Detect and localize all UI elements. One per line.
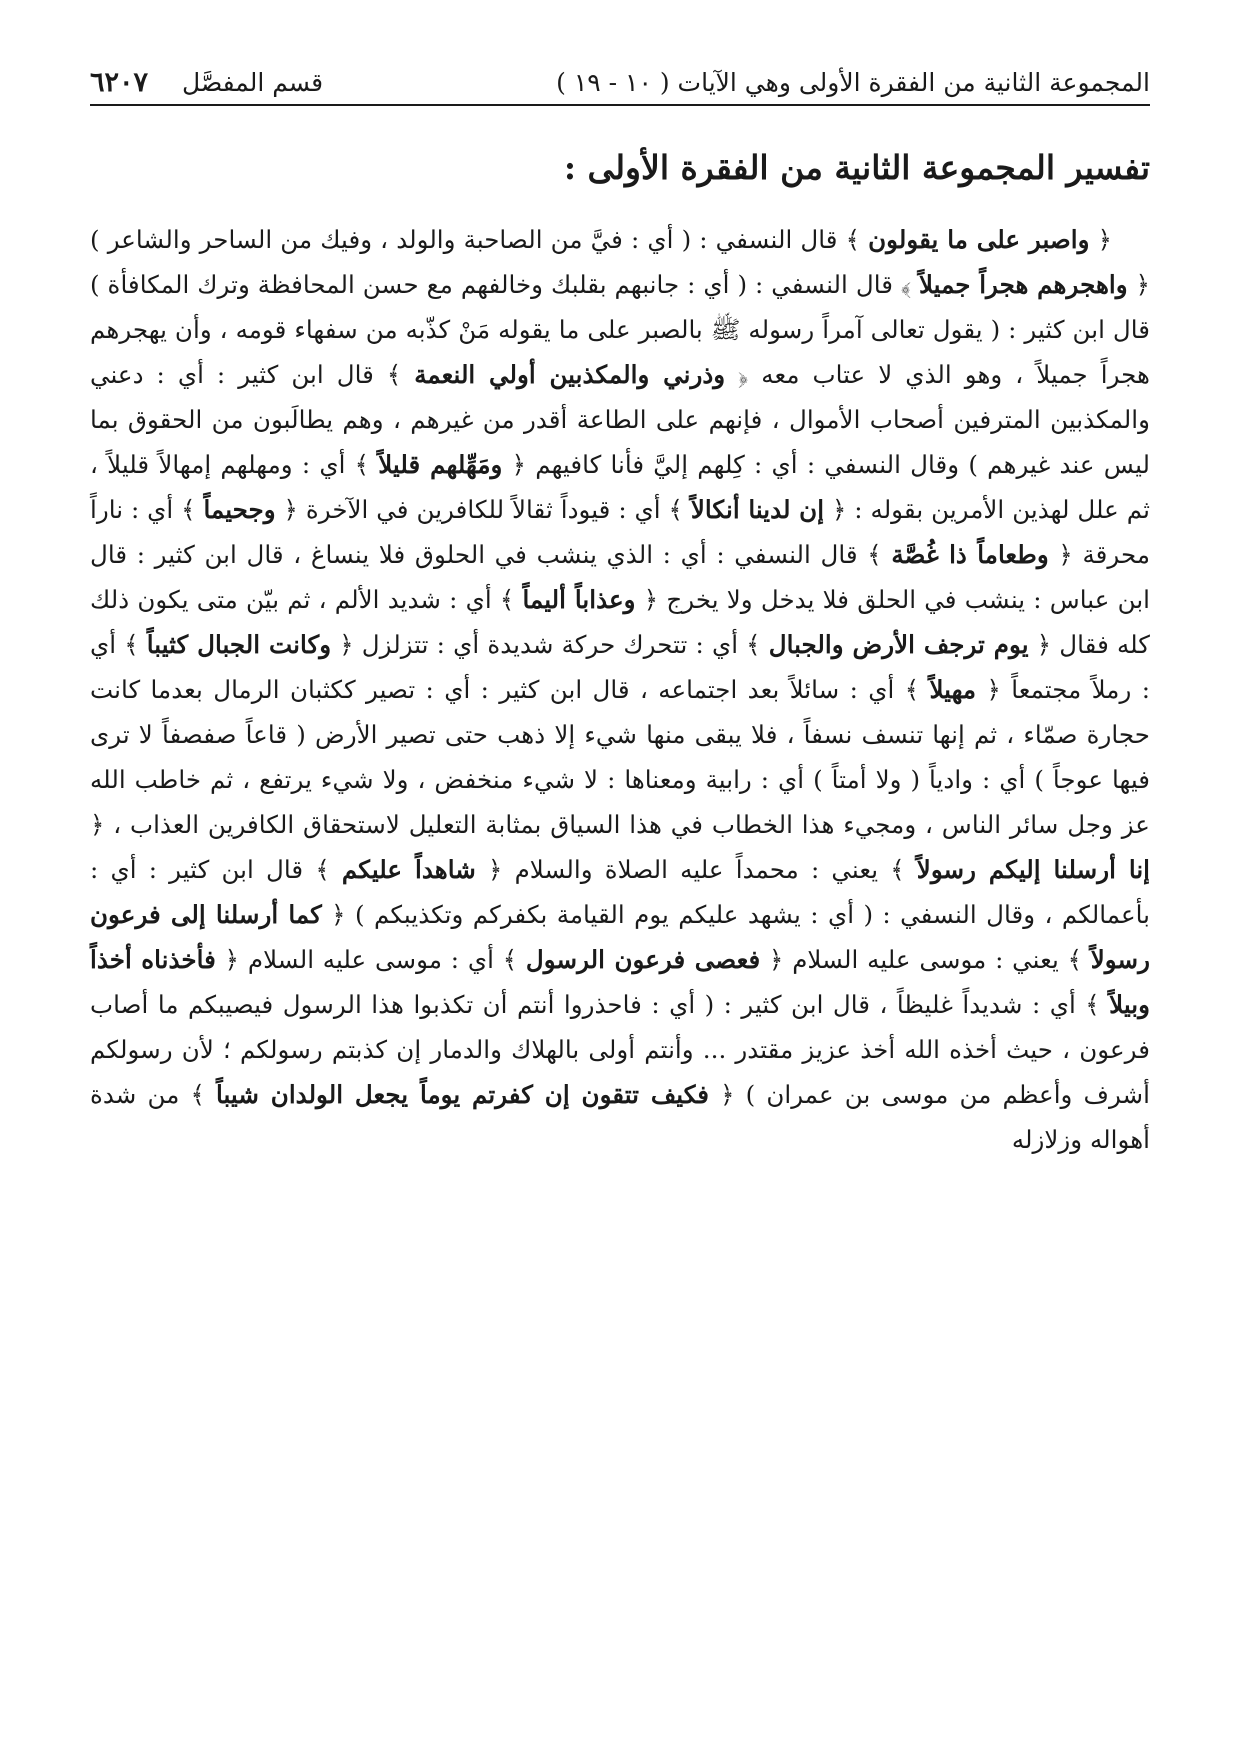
quran-quote: شاهداً عليكم — [341, 855, 476, 885]
running-title: المجموعة الثانية من الفقرة الأولى وهي الآيات ( ١٠ - ١٩ ) — [556, 68, 1150, 97]
commentary-text: ﴾ أي : ومهلهم إمهالاً قليلاً ، ثم علل لهذين الأمرين بقوله : ﴿ — [90, 450, 1150, 525]
commentary-text: ﴾ قال النسفي : ( أي : فيَّ من الصاحبة والولد ، وفيك من الساحر والشاعر ) ﴿ — [90, 225, 1150, 300]
commentary-text: ﴾ من شدة أهواله وزلازله — [90, 1080, 1150, 1155]
quran-quote: إن لدينا أنكالاً — [690, 495, 825, 525]
quran-quote: وذرني والمكذبين أولي النعمة — [414, 360, 726, 390]
quran-quote: فكيف تتقون إن كفرتم يوماً يجعل الولدان شيباً — [215, 1080, 710, 1110]
quran-quote: وطعاماً ذا غُصَّة — [891, 540, 1049, 570]
commentary-text: ﴾ قال ابن كثير : أي : دعني والمكذبين المترفين أصحاب الأموال ، فإنهم على الطاعة أقدر من غيرهم ، وهم يطالَبون من الحقوق بما ليس عند غيرهم ) وقال النسفي : أي : كِلهم إليَّ فأنا كافيهم ﴿ — [90, 360, 1150, 480]
section-heading: تفسير المجموعة الثانية من الفقرة الأولى : — [563, 148, 1150, 187]
quran-quote: فعصى فرعون الرسول — [525, 945, 761, 975]
quran-quote: مهيلاً — [929, 675, 977, 705]
commentary-text: ﴾ أي : رملاً مجتمعاً ﴿ — [90, 630, 1150, 705]
commentary-text: ﴾ أي : قيوداً ثقالاً للكافرين في الآخرة ﴿ — [275, 495, 691, 525]
commentary-text: ﴾ أي : موسى عليه السلام ﴿ — [215, 945, 526, 975]
header-rule — [90, 104, 1150, 106]
commentary-text: ﴾ أي : سائلاً بعد اجتماعه ، قال ابن كثير : أي : تصير ككثبان الرمال بعدما كانت حجارة صمّاء ، ثم إنها تنسف نسفاً ، فلا يبقى منها شيء إلا ذهب حتى تصير الأرض ( قاعاً صفصفاً لا ترى فيها عوجاً ) أي : وادياً ( ولا أمتاً ) أي : رابية ومعناها : لا شيء منخفض ، ولا شيء يرتفع ، ثم خاطب الله عز وجل سائر الناس ، ومجيء هذا الخطاب في هذا السياق بمثابة التعليل لاستحقاق الكافرين العذاب ، ﴿ — [90, 675, 1150, 840]
quran-quote: يوم ترجف الأرض والجبال — [768, 630, 1029, 660]
quran-quote: فأخذناه أخذاً وبيلاً — [90, 945, 1150, 1020]
quran-quote: واهجرهم هجراً جميلاً — [918, 270, 1128, 300]
quran-quote: وكانت الجبال كثيباً — [146, 630, 332, 660]
commentary-paragraph — [90, 217, 1150, 1162]
page-number: ٦٢٠٧ — [90, 67, 149, 98]
quran-quote: كما أرسلنا إلى فرعون رسولاً — [90, 900, 1150, 975]
commentary-text: ﴾ أي : شديداً غليظاً ، قال ابن كثير : ( أي : فاحذروا أنتم أن تكذبوا هذا الرسول فيصيبكم ما أصاب فرعون ، حيث أخذه الله أخذ عزيز مقتدر ... وأنتم أولى بالهلاك والدمار إن كذبتم رسولكم ؛ لأن رسولكم أشرف وأعظم من موسى بن عمران ) ﴿ — [90, 990, 1150, 1110]
quran-quote: ومَهِّلهم قليلاً — [378, 450, 503, 480]
commentary-text: ﴾ قال النسفي : أي : الذي ينشب في الحلوق فلا ينساغ ، قال ابن كثير : قال ابن عباس : ينشب في الحلق فلا يدخل ولا يخرج ﴿ — [90, 540, 1150, 615]
quran-quote: وعذاباً أليماً — [522, 585, 636, 615]
commentary-text: ﴾ أي : ناراً محرقة ﴿ — [90, 495, 1150, 570]
body-text — [90, 217, 1150, 1162]
quran-quote: وجحيماً — [203, 495, 276, 525]
quran-quote: إنا أرسلنا إليكم رسولاً — [916, 855, 1150, 885]
page-header — [90, 52, 1150, 98]
commentary-text: ﴾ يعني : موسى عليه السلام ﴿ — [760, 945, 1091, 975]
commentary-text: ﴿ — [1089, 225, 1112, 255]
header-left-group — [90, 68, 323, 98]
commentary-text: ﴾ قال النسفي : ( أي : جانبهم بقلبك وخالفهم مع حسن المحافظة وترك المكافأة ) قال ابن كثير : ( يقول تعالى آمراً رسوله ﷺ بالصبر على ما يقوله مَنْ كذّبه من سفهاء قومه ، وأن يهجرهم هجراً جميلاً ، وهو الذي لا عتاب معه ﴿ — [90, 270, 1150, 390]
commentary-text: ﴾ يعني : محمداً عليه الصلاة والسلام ﴿ — [475, 855, 917, 885]
document-page — [90, 52, 1150, 1712]
commentary-text: ﴾ قال ابن كثير : أي : بأعمالكم ، وقال النسفي : ( أي : يشهد عليكم يوم القيامة بكفركم وتكذيبكم ) ﴿ — [90, 855, 1150, 930]
section-label: قسم المفصَّل — [182, 68, 324, 97]
commentary-text: ﴾ أي : شديد الألم ، ثم بيّن متى يكون ذلك كله فقال ﴿ — [90, 585, 1150, 660]
quran-quote: واصبر على ما يقولون — [868, 225, 1090, 255]
commentary-text: ﴾ أي : تتحرك حركة شديدة أي : تتزلزل ﴿ — [331, 630, 769, 660]
